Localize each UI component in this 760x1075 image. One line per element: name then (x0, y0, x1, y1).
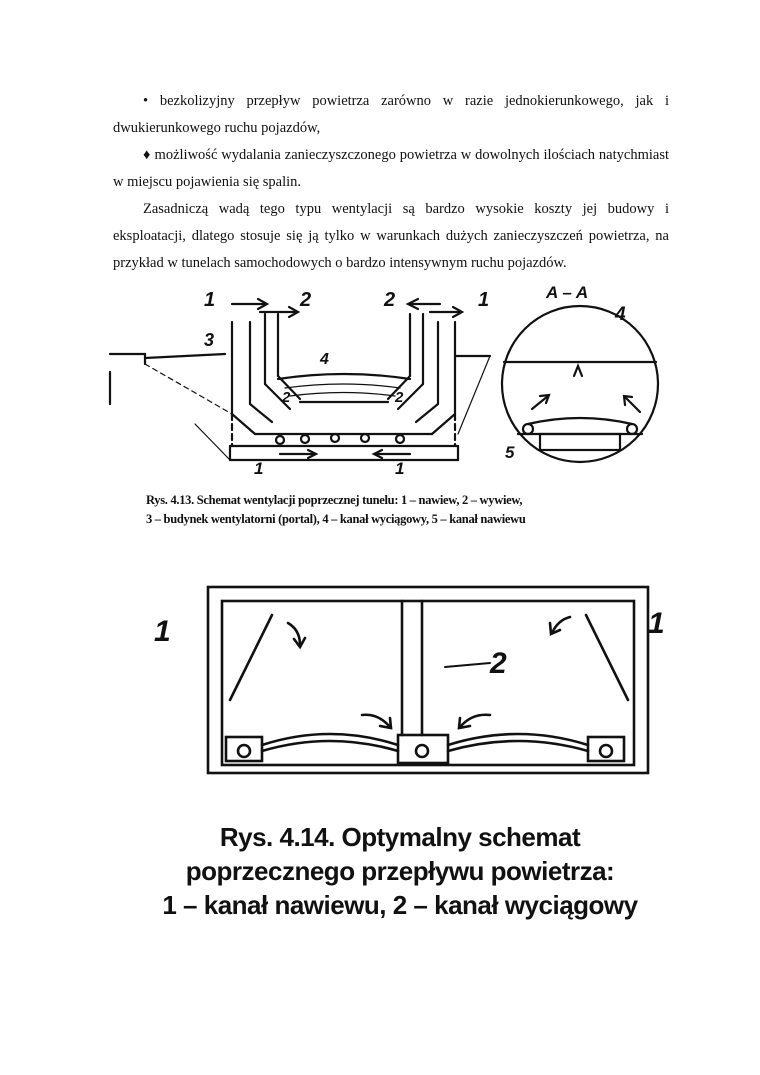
label-1-left: 1 (154, 615, 171, 648)
label-1-right: 1 (648, 607, 665, 640)
label-2d: 2 (395, 389, 404, 406)
paragraph-body: Zasadniczą wadą tego typu wentylacji są bardzo wysokie koszty jej budowy i eksploatacji, dlatego stosuje się ją tylko w warunkach dużych zanieczyszczeń powietrza, na przykład w tunelach samochodowych o bardzo intensywnym ruchu pojazdów. (113, 201, 669, 271)
label-1b: 1 (478, 289, 490, 311)
section-label-a-a: A – A (546, 284, 589, 302)
figure-4-14-caption-line-3: 1 – kanał nawiewu, 2 – kanał wyciągowy (162, 890, 638, 920)
figure-4-14-caption-line-1: Rys. 4.14. Optymalny schemat (219, 822, 581, 852)
label-1d: 1 (395, 459, 405, 478)
label-4a: 4 (320, 351, 329, 368)
label-2c: 2 (282, 389, 291, 406)
label-1a: 1 (204, 289, 216, 311)
figure-4-13-caption (146, 491, 646, 529)
figure-4-14-caption (140, 820, 660, 922)
label-4b: 4 (615, 304, 626, 325)
label-2-center: 2 (490, 647, 507, 680)
label-2a: 2 (300, 289, 312, 311)
label-2b: 2 (384, 289, 396, 311)
figure-4-13-diagram (100, 284, 660, 484)
figure-4-13-caption-line-2: 3 – budynek wentylatorni (portal), 4 – kanał wyciągowy, 5 – kanał nawiewu (146, 512, 526, 526)
figure-4-14-caption-line-2: poprzecznego przepływu powietrza: (185, 856, 615, 886)
label-1c: 1 (254, 459, 264, 478)
paragraph-bullet-2: ♦ możliwość wydalania zanieczyszczonego powietrza w dowolnych ilościach natychmiast w miejscu pojawienia się spalin. (113, 147, 669, 190)
figure-4-14-diagram (150, 575, 670, 775)
paragraph-bullet-1: • bezkolizyjny przepływ powietrza zarówno w razie jednokierunkowego, jak i dwukierunkowego ruchu pojazdów, (113, 93, 669, 136)
figure-4-13-caption-line-1: Rys. 4.13. Schemat wentylacji poprzecznej tunelu: 1 – nawiew, 2 – wywiew, (146, 493, 523, 507)
label-3: 3 (204, 330, 215, 350)
label-5: 5 (505, 443, 515, 462)
